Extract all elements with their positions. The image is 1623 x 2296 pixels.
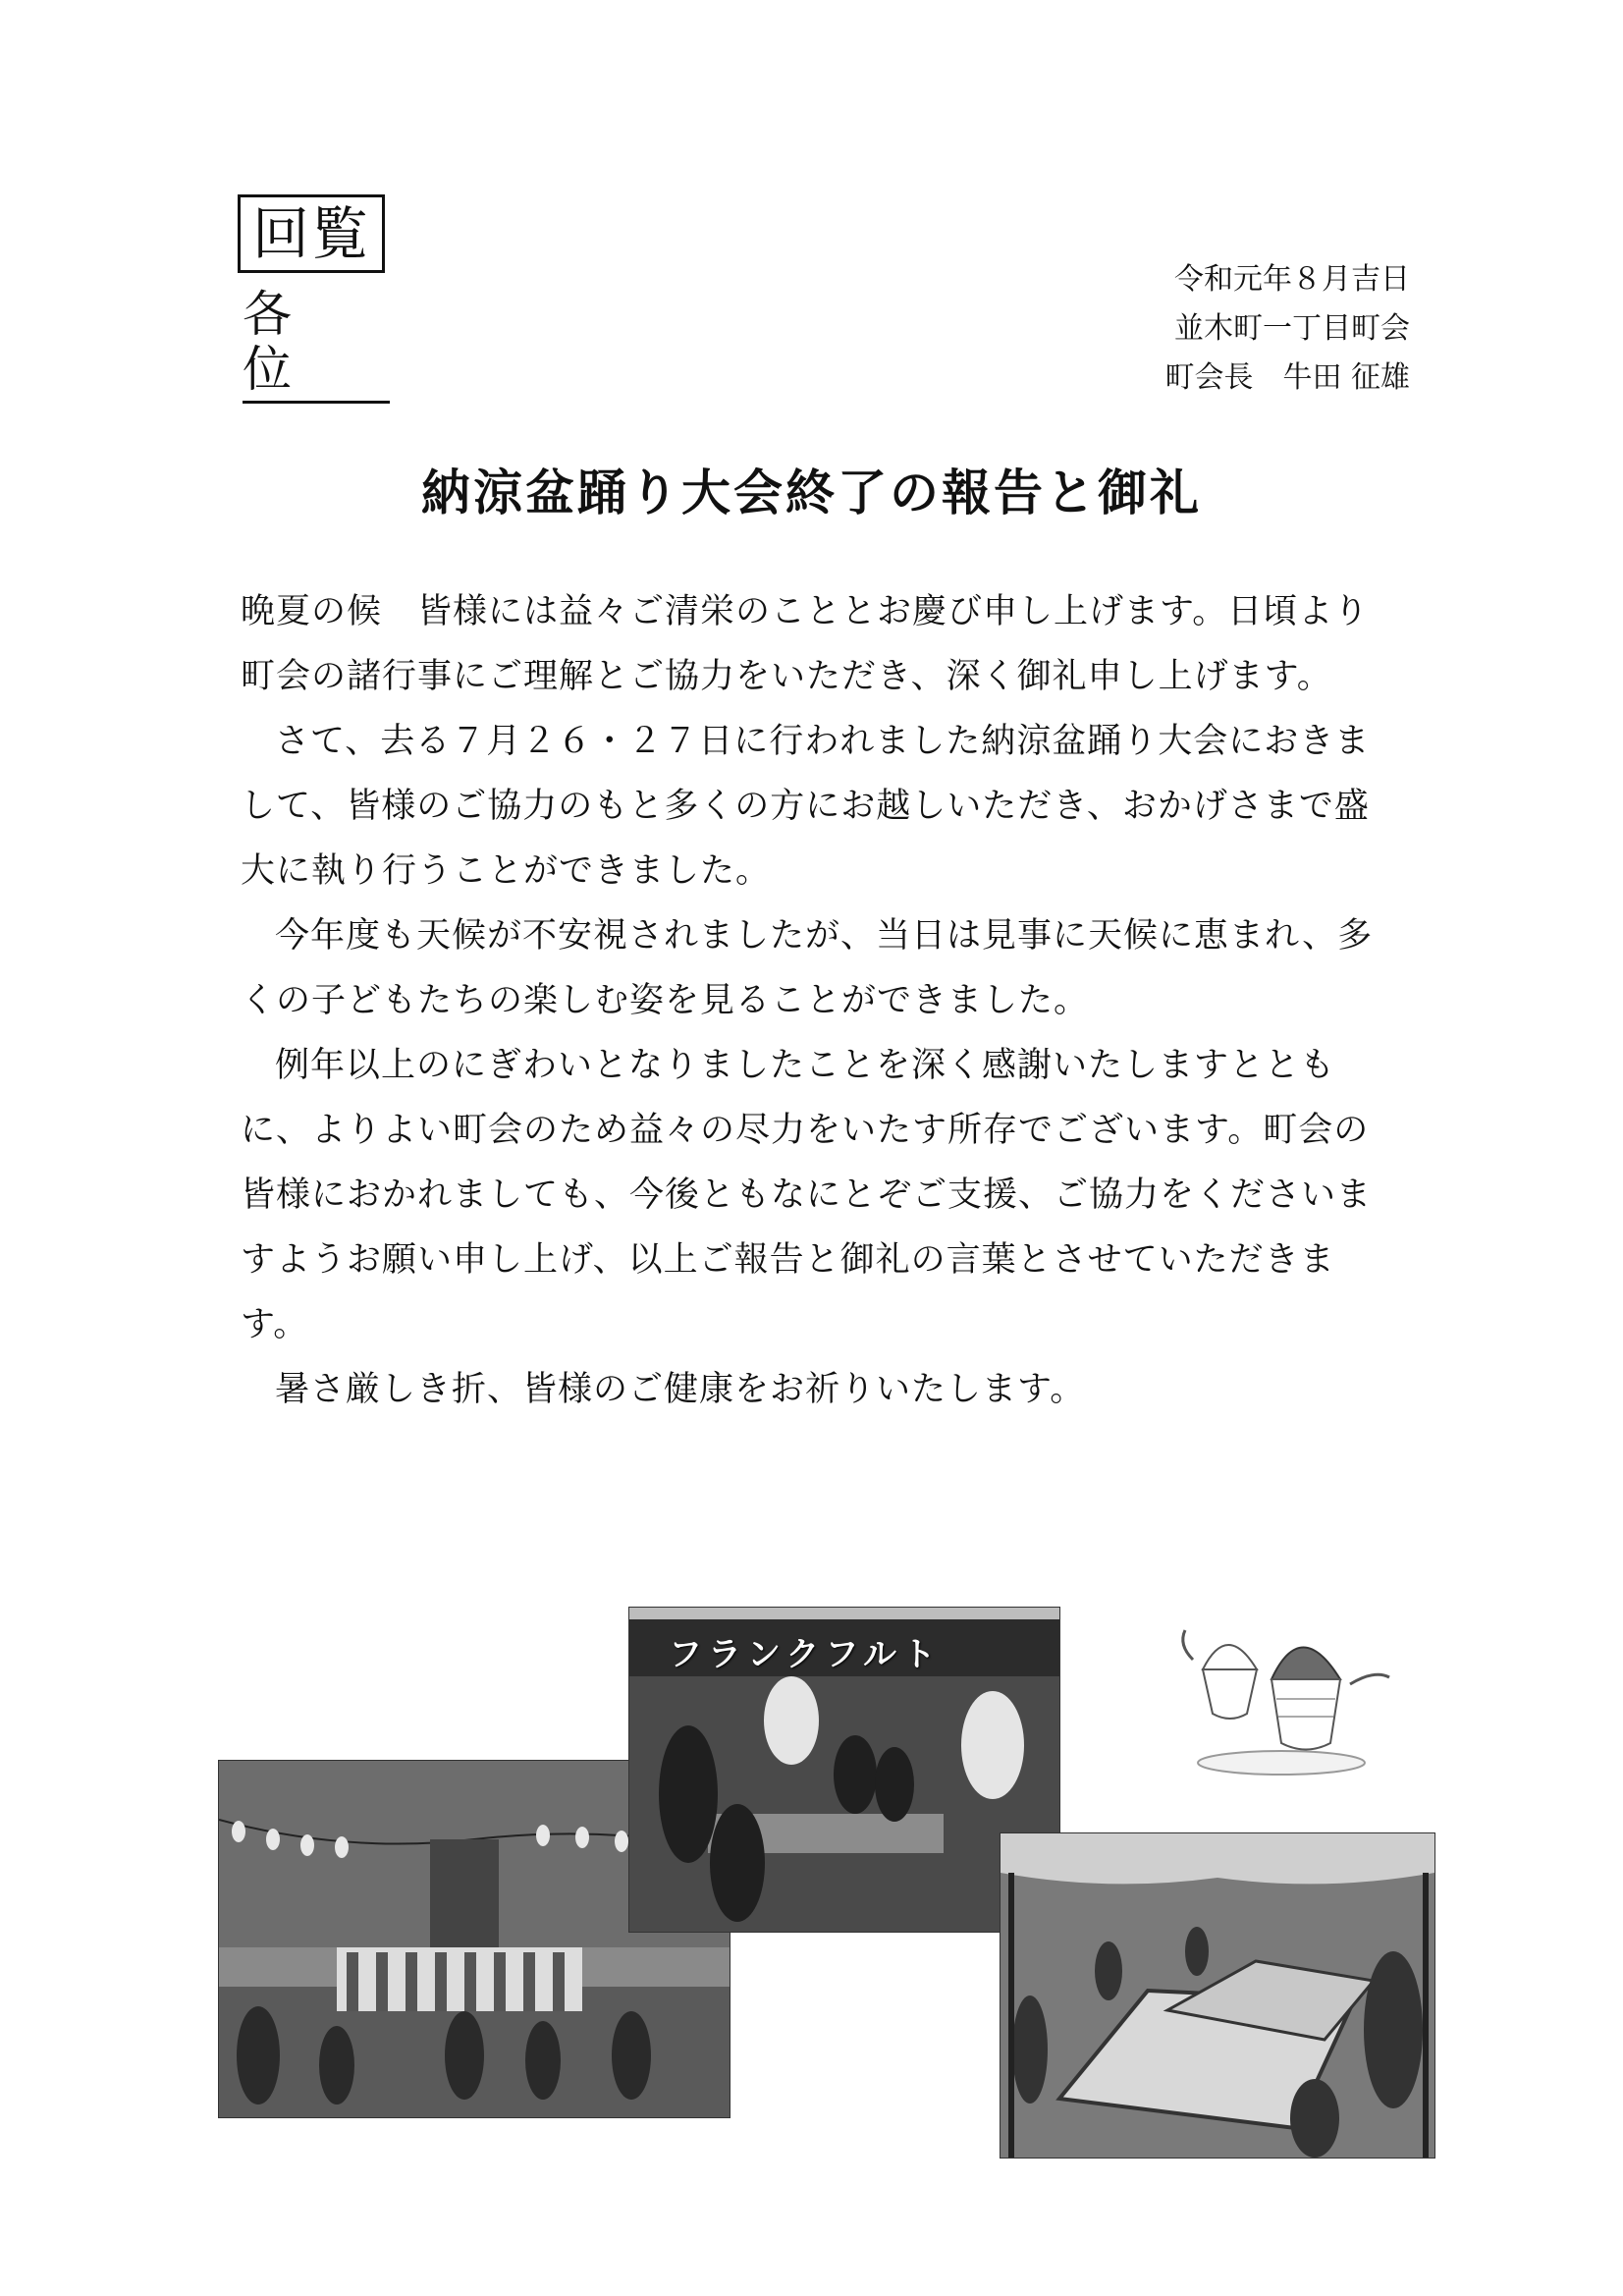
paragraph-1: 晩夏の候 皆様には益々ご清栄のこととお慶び申し上げます。日頃より町会の諸行事にご理解とご協力をいただき、深く御礼申し上げます。 (241, 592, 1370, 696)
date: 令和元年８月吉日 (1174, 262, 1410, 297)
president: 町会長 牛田 征雄 (1164, 360, 1410, 395)
page-title: 納涼盆踊り大会終了の報告と御礼 (421, 465, 1202, 521)
paragraph-3: 今年度も天候が不安視されましたが、当日は見事に天候に恵まれ、多くの子どもたちの楽しむ姿を見ることができました。 (241, 916, 1374, 1020)
paragraph-2: さて、去る７月２６・２７日に行われました納涼盆踊り大会におきまして、皆様のご協力のもと多くの方にお越しいただき、おかげさまで盛大に執り行うことができました。 (241, 722, 1371, 891)
photo-game-tent (1000, 1832, 1435, 2159)
addressee: 各位 (243, 287, 390, 404)
organization: 並木町一丁目町会 (1174, 311, 1410, 346)
shaved-ice-illustration (1173, 1601, 1404, 1777)
sender-block (1164, 255, 1410, 403)
body-text (241, 579, 1394, 1422)
photo-food-stall (628, 1607, 1060, 1933)
paragraph-4: 例年以上のにぎわいとなりましたことを深く感謝いたしますとともに、よりよい町会のため益々の尽力をいたす所存でございます。町会の皆様におかれましても、今後ともなにとぞご支援、ご協力をくださいますようお願い申し上げ、以上ご報告と御礼の言葉とさせていただきます。 (241, 1046, 1373, 1344)
circulation-stamp: 回覧 (238, 194, 385, 273)
paragraph-5: 暑さ厳しき折、皆様のご健康をお祈りいたします。 (275, 1370, 1086, 1409)
stall-banner-text: フランクフルト (669, 1635, 942, 1674)
